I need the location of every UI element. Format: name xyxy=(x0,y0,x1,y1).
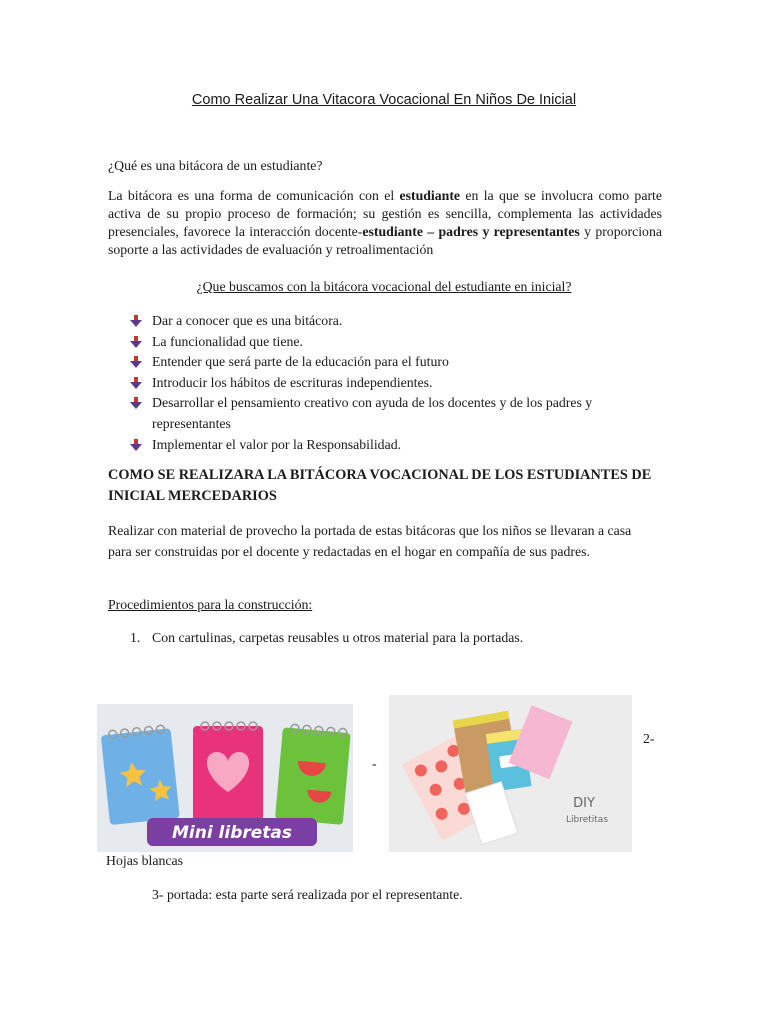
down-arrow-icon xyxy=(130,336,142,348)
diy-caption-bottom: Libretitas xyxy=(565,815,609,825)
question-what-we-seek: ¿Que buscamos con la bitácora vocacional del estudiante en inicial? xyxy=(196,279,572,294)
document-title: Como Realizar Una Vitacora Vocacional En Niños De Inicial xyxy=(191,92,577,108)
step-2-number: 2- xyxy=(643,731,655,746)
mini-notebooks-caption: Mini libretas xyxy=(171,823,293,843)
construction-paragraph: Realizar con material de provecho la portada de estas bitácoras que los niños se llevaran a casa para ser construidas por el docente y redactadas en el hogar en compañía de sus padres. xyxy=(108,523,632,559)
step-1-number: 1. xyxy=(130,630,141,645)
down-arrow-icon xyxy=(130,377,142,389)
intro-bold-1: estudiante xyxy=(399,188,461,203)
down-arrow-icon xyxy=(130,439,142,451)
diy-notebooks-image xyxy=(389,695,632,852)
down-arrow-icon xyxy=(130,315,142,327)
step-3-text: 3- portada: esta parte será realizada por el representante. xyxy=(152,887,463,902)
intro-text-3: y proporciona soporte a las actividades de evaluación y retroalimentación xyxy=(108,224,662,257)
procedures-title: Procedimientos para la construcción: xyxy=(108,597,313,612)
mini-notebooks-image xyxy=(97,704,353,852)
question-what-is: ¿Qué es una bitácora de un estudiante? xyxy=(108,158,323,173)
intro-text-1: La bitácora es una forma de comunicación con el xyxy=(108,188,400,203)
list-item: Desarrollar el pensamiento creativo con ayuda de los docentes y de los padres y representantes xyxy=(130,393,650,434)
intro-bold-2: estudiante – padres y representantes xyxy=(362,224,580,239)
down-arrow-icon xyxy=(130,397,142,409)
list-item: Implementar el valor por la Responsabilidad. xyxy=(130,435,650,456)
dash-separator: - xyxy=(372,756,377,771)
objectives-list xyxy=(130,311,650,455)
intro-text-2: en la que se involucra como parte activa de su propio proceso de formación; su gestión es sencilla, complementa las actividades presenciales, favorece la interacción docente- xyxy=(108,188,662,239)
list-item: La funcionalidad que tiene. xyxy=(130,332,650,353)
diy-notebooks-illustration xyxy=(389,695,632,852)
diy-caption-top: DIY xyxy=(573,796,595,811)
mini-notebooks-illustration xyxy=(97,704,353,852)
list-item: Entender que será parte de la educación para el futuro xyxy=(130,352,650,373)
list-item: Dar a conocer que es una bitácora. xyxy=(130,311,650,332)
intro-paragraph xyxy=(108,187,662,259)
section-heading: COMO SE REALIZARA LA BITÁCORA VOCACIONAL DE LOS ESTUDIANTES DE INICIAL MERCEDARIOS xyxy=(108,467,652,504)
list-item: Introducir los hábitos de escrituras independientes. xyxy=(130,373,650,394)
step-1-text: Con cartulinas, carpetas reusables u otros material para la portadas. xyxy=(152,630,524,645)
down-arrow-icon xyxy=(130,356,142,368)
blank-sheets-label: Hojas blancas xyxy=(106,853,184,868)
